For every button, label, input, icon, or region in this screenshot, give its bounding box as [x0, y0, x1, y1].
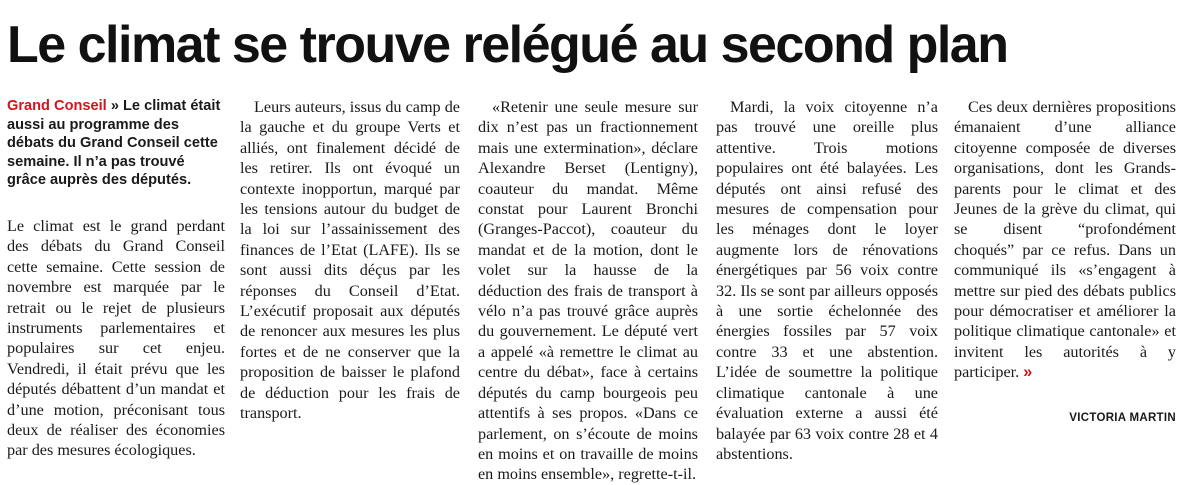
article-column-2 — [240, 97, 460, 424]
article-column-1 — [7, 97, 225, 461]
headline: Le climat se trouve relégué au second plan — [7, 16, 1008, 74]
end-arrows-icon: » — [1023, 363, 1033, 382]
article-column-4 — [716, 97, 938, 464]
lead-arrows: » — [110, 98, 119, 114]
body-paragraph-5 — [954, 97, 1176, 383]
lead-paragraph — [7, 97, 225, 190]
body-paragraph-5-text: Ces deux dernières propositions émanaient d’une alliance citoyenne composée de diverses organisations, dont les Grands-parents pour le climat et des Jeunes de la grève du climat, qui se disent “profondément choqués” par ce refus. Dans un communiqué ils «s’engagent à mettre sur pied des débats publics pour démocratiser et améliorer la politique climatique cantonale» et invitent les autorités à y participer. — [954, 98, 1176, 382]
byline: VICTORIA MARTIN — [1069, 412, 1176, 424]
article-column-5 — [954, 97, 1176, 383]
article-column-3 — [478, 97, 698, 485]
body-paragraph-1: Le climat est le grand perdant des débats du Grand Conseil cette semaine. Cette session de novembre est marquée par le retrait ou le rejet de plusieurs instruments parlementaires et populaires sur cet enjeu. Vendredi, il était prévu que les députés débattent d’un mandat et d’une motion, préconisant tous deux de réaliser des économies par des mesures écologiques. — [7, 216, 225, 460]
body-paragraph-4: Mardi, la voix citoyenne n’a pas trouvé une oreille plus attentive. Trois motions populaires ont été balayées. Les députés ont ainsi refusé des mesures de compensation pour les ménages dont le loyer augmente lors de rénovations énergétiques par 56 voix contre 32. Ils se sont par ailleurs opposés à une sortie échelonnée des énergies fossiles par 57 voix contre 33 et une abstention. L’idée de soumettre la politique climatique cantonale à une évaluation externe a aussi été balayée par 63 voix contre 28 et 4 abstentions. — [716, 98, 938, 463]
body-paragraph-2: Leurs auteurs, issus du camp de la gauche et du groupe Verts et alliés, ont finalement décidé de les retirer. Ils ont évoqué un contexte inopportun, marqué par les tensions autour du budget de la loi sur l’assainissement des finances de l’Etat (LAFE). Ils se sont aussi dits déçus par les réponses du Conseil d’Etat. L’exécutif proposait aux députés de renoncer aux mesures les plus fortes et de ne conserver que la proposition de baisser le plafond de déduction pour les frais de transport. — [240, 98, 460, 423]
lead-text: Le climat était aussi au programme des débats du Grand Conseil cette semaine. Il n’a pas trouvé grâce auprès des députés. — [7, 98, 221, 189]
rubric-label: Grand Conseil — [7, 98, 107, 114]
body-paragraph-3: «Retenir une seule mesure sur dix n’est pas un fractionnement mais une extermination», déclare Alexandre Berset (Lentigny), coauteur du mandat. Même constat pour Laurent Bronchi (Granges-Paccot), coauteur du mandat et de la motion, dont le volet sur la hausse de la déduction des frais de transport à vélo n’a pas trouvé grâce auprès du gouvernement. Le député vert a appelé «à remettre le climat au centre du débat», face à certains députés du camp bourgeois peu attentifs à ses propos. «Dans ce parlement, on s’écoute de moins en moins et on travaille de moins en moins ensemble», regrette-t-il. — [478, 98, 698, 484]
